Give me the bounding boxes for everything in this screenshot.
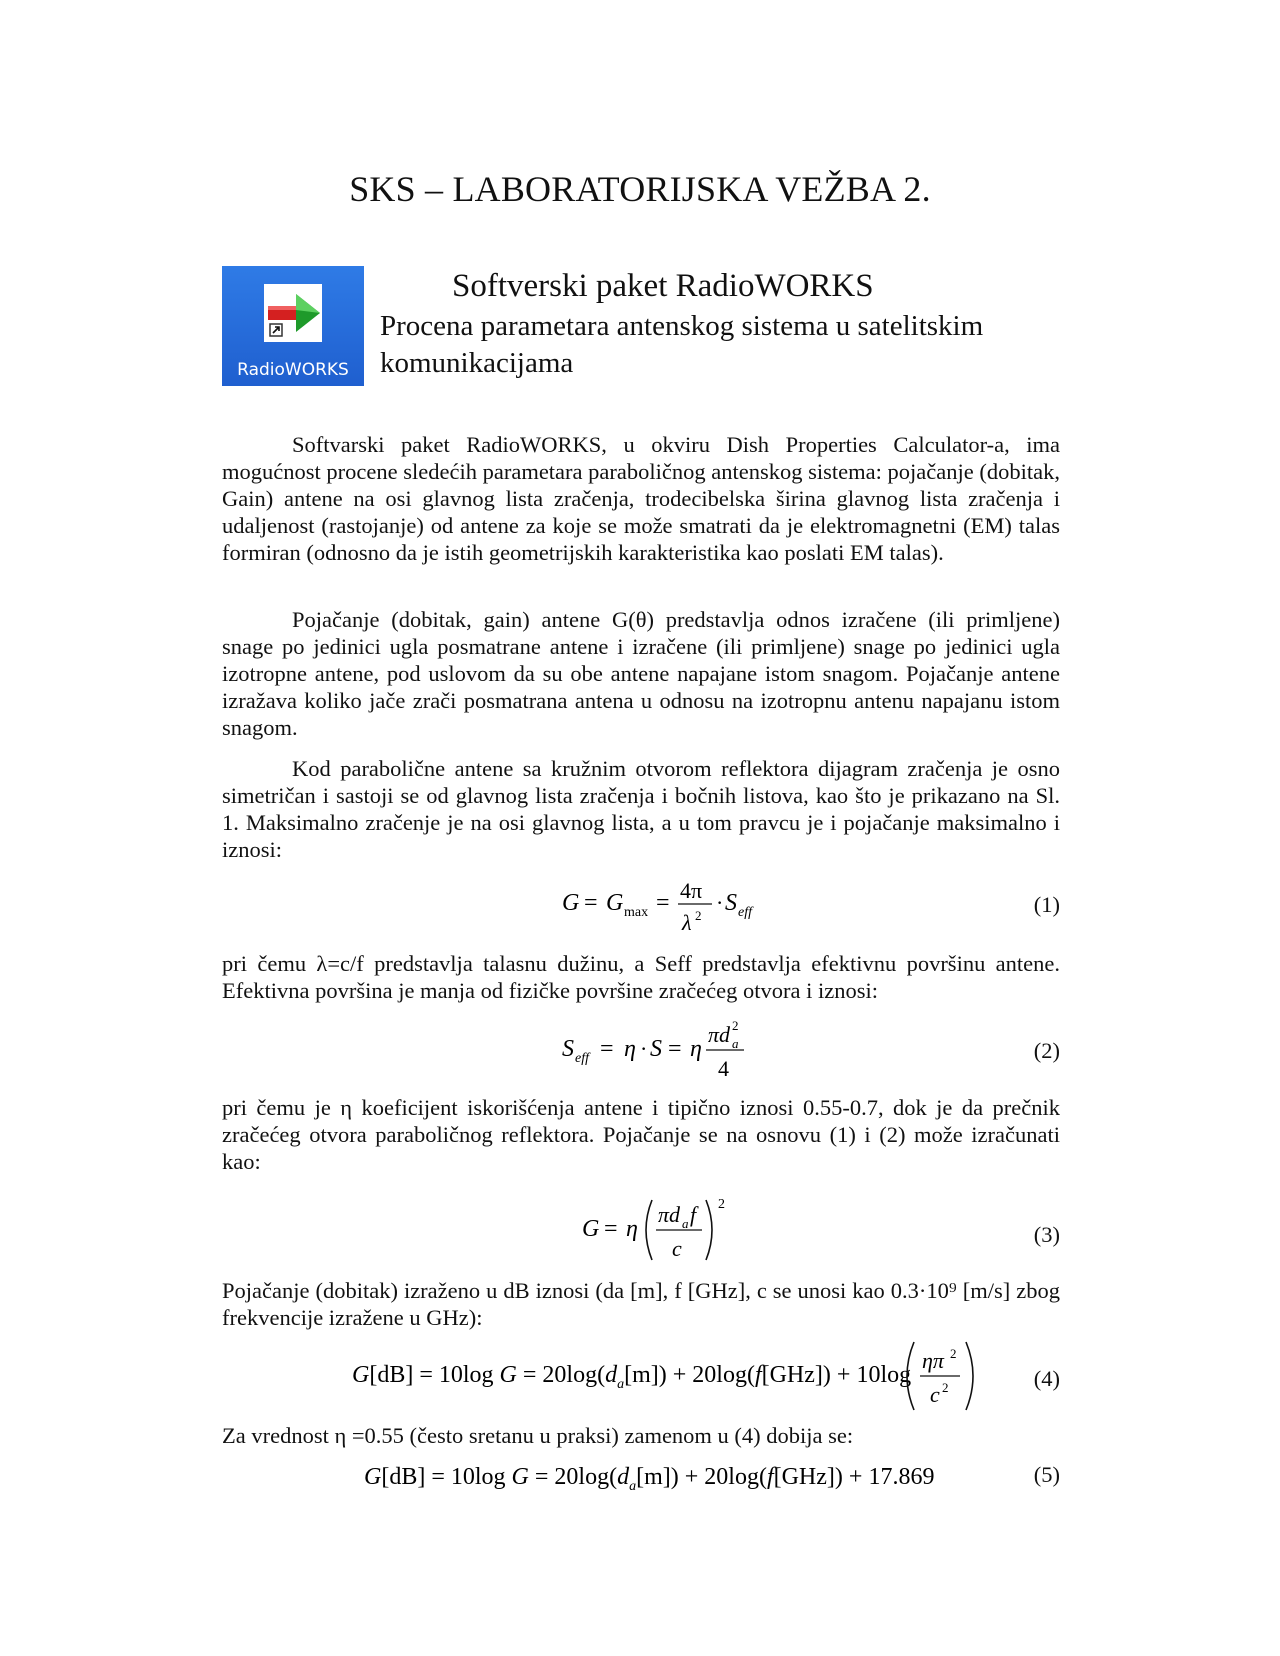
equation-1 xyxy=(222,868,1060,938)
svg-text:c: c xyxy=(672,1236,682,1261)
svg-text:S: S xyxy=(725,890,737,916)
subtitle-main: Softverski paket RadioWORKS xyxy=(452,268,874,304)
svg-text:G: G xyxy=(562,890,580,916)
svg-text:G[dB] = 10log G = 20log(da[m]): G[dB] = 10log $G = 20\log(d_a[m]) + 20\log(f[GHz]) + 10\log$ xyxy=(352,1362,912,1392)
svg-text:S: S xyxy=(650,1036,662,1062)
svg-text:G: G xyxy=(582,1216,600,1242)
svg-text:·: · xyxy=(716,890,724,915)
svg-text:max: max xyxy=(624,905,649,920)
svg-text:f: f xyxy=(690,1202,697,1227)
svg-text:G: G xyxy=(606,890,624,916)
equation-5-constant: 17.869 xyxy=(868,1464,935,1490)
svg-text:=: = xyxy=(604,1216,618,1242)
svg-text:η: η xyxy=(624,1036,636,1062)
svg-text:ηπ: ηπ xyxy=(922,1348,944,1373)
equation-3 xyxy=(222,1194,1060,1264)
paragraph-2: Pojačanje (dobitak, gain) antene G(θ) predstavlja odnos izračene (ili primljene) snage po jedinici ugla posmatrane antene i izračene (ili primljene) snage po jedinici ugla izotropne antene, pod uslovom da su obe antene napajane istom snagom. Pojačanje antene izražava koliko jače zrači posmatrana antena u odnosu na izotropnu antenu napajanu istom snagom. xyxy=(222,607,1060,740)
equation-2-formula xyxy=(562,1014,782,1086)
arrow-icon xyxy=(264,284,322,342)
equation-3-formula xyxy=(582,1194,802,1266)
subtitle-sub: Procena parametara antenskog sistema u satelitskim komunikacijama xyxy=(380,310,984,379)
equation-4-number: (4) xyxy=(1033,1366,1060,1391)
paragraph-4: pri čemu λ=c/f predstavlja talasnu dužinu, a Seff predstavlja efektivnu površinu antene. Efektivna površina je manja od fizičke površine zračećeg otvora i iznosi: xyxy=(222,951,1060,1003)
svg-text:=: = xyxy=(584,890,598,916)
equation-2 xyxy=(222,1014,1060,1084)
svg-text:η: η xyxy=(626,1216,638,1242)
svg-text:a: a xyxy=(732,1036,739,1051)
svg-text:c: c xyxy=(930,1382,940,1407)
svg-text:eff: eff xyxy=(738,905,752,920)
equation-1-number: (1) xyxy=(1033,892,1060,917)
equation-4 xyxy=(222,1338,1060,1408)
svg-text:eff: eff xyxy=(575,1051,589,1066)
equation-3-number: (3) xyxy=(1033,1222,1060,1247)
svg-text:4: 4 xyxy=(718,1056,729,1081)
svg-text:a: a xyxy=(682,1216,689,1231)
equation-5-formula xyxy=(364,1452,984,1502)
paragraph-1: Softvarski paket RadioWORKS, u okviru Dish Properties Calculator-a, ima mogućnost procene sledećih parametara paraboličnog antenskog sistema: pojačanje (dobitak, Gain) antene na osi glavnog lista zračenja, trodecibelska širina glavnog lista zračenja i udaljenost (rastojanje) od antene za koje se može smatrati da je elektromagnetni (EM) talas formiran (odnosno da je istih geometrijskih karakteristika kao poslati EM talas). xyxy=(222,432,1060,565)
svg-text:2: 2 xyxy=(732,1018,739,1033)
paragraph-5: pri čemu je η koeficijent iskorišćenja antene i tipično iznosi 0.55-0.7, dok je da prečnik zračećeg otvora paraboličnog reflektora. Pojačanje se na osnovu (1) i (2) može izračunati kao: xyxy=(222,1095,1060,1174)
svg-text:=: = xyxy=(656,890,670,916)
page-title: SKS – LABORATORIJSKA VEŽBA 2. xyxy=(349,169,931,209)
svg-text:πd: πd xyxy=(708,1022,731,1047)
paragraph-3: Kod parabolične antene sa kružnim otvorom reflektora dijagram zračenja je osno simetričan i sastoji se od glavnog lista zračenja i bočnih listova, kao što je prikazano na Sl. 1. Maksimalno zračenje je na osi glavnog lista, a u tom pravcu je i pojačanje maksimalno i iznosi: xyxy=(222,756,1060,862)
svg-text:=: = xyxy=(600,1036,614,1062)
equation-1-formula xyxy=(562,868,822,938)
equation-4-formula xyxy=(352,1338,1012,1414)
svg-text:λ: λ xyxy=(682,910,692,935)
equation-2-number: (2) xyxy=(1033,1038,1060,1063)
paragraph-6: Pojačanje (dobitak) izraženo u dB iznosi (da [m], f [GHz], c se unosi kao 0.3·10⁹ [m/s] zbog frekvencije izražene u GHz): xyxy=(222,1278,1060,1330)
svg-text:2: 2 xyxy=(695,908,702,923)
radioworks-shortcut-icon[interactable] xyxy=(222,266,364,386)
svg-text:S: S xyxy=(562,1036,574,1062)
svg-text:2: 2 xyxy=(942,1380,949,1395)
svg-text:·: · xyxy=(640,1036,648,1061)
svg-text:2: 2 xyxy=(718,1197,725,1212)
svg-text:2: 2 xyxy=(950,1346,957,1361)
svg-text:πd: πd xyxy=(658,1202,681,1227)
svg-text:η: η xyxy=(690,1036,702,1062)
paragraph-7: Za vrednost η =0.55 (često sretanu u praksi) zamenom u (4) dobija se: xyxy=(222,1423,854,1448)
icon-label: RadioWORKS xyxy=(237,360,349,380)
svg-text:4π: 4π xyxy=(680,878,703,903)
equation-5 xyxy=(222,1452,1060,1522)
equation-5-number: (5) xyxy=(1033,1462,1060,1487)
svg-text:=: = xyxy=(668,1036,682,1062)
svg-text:G[dB] = 10log G = 20log(da[m]): G[dB] = 10log $G = 20\log(d_a[m]) + 20\log(f[GHz]) + 17.869$ xyxy=(364,1464,935,1494)
